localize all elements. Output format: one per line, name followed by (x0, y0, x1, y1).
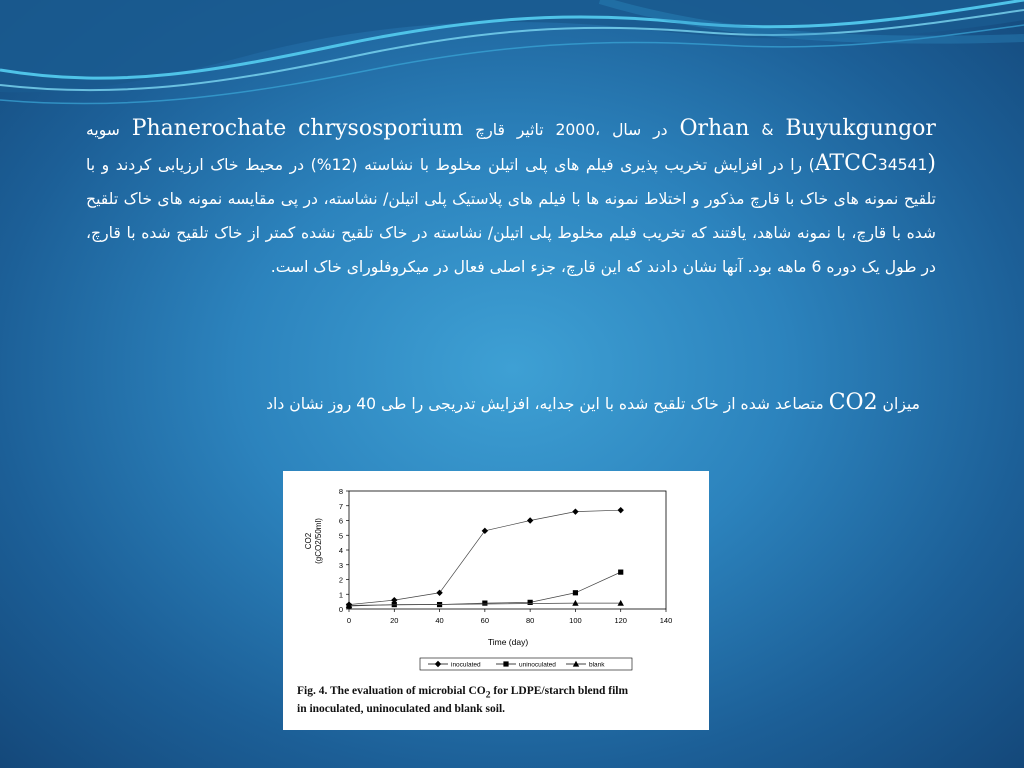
author-name-buyukgungor: Buyukgungor (785, 116, 936, 141)
y-tick-label: 1 (338, 590, 343, 600)
legend-label-uninoculated: uninoculated (519, 661, 556, 669)
data-point-uninoculated (618, 570, 623, 575)
text-fa: قارچ (475, 121, 505, 139)
caption-text-line2: in inoculated, uninoculated and blank soil. (297, 703, 506, 716)
legend-marker-uninoculated (503, 661, 508, 666)
chart-figure (283, 471, 709, 730)
y-axis-label-line1: CO2 (304, 532, 313, 550)
data-point-inoculated (618, 507, 624, 513)
x-tick-label: 60 (480, 616, 490, 625)
strain-number: 34541) (808, 156, 928, 174)
text-fa: سویه (86, 121, 120, 139)
text-fa: در (653, 121, 668, 139)
legend-label-inoculated: inoculated (451, 661, 481, 669)
text-fa: سال (612, 121, 642, 139)
chart-series (346, 507, 624, 609)
caption-text: Fig. 4. The evaluation of microbial CO (297, 685, 486, 697)
legend-marker-inoculated (435, 661, 441, 667)
x-axis-label: Time (day) (487, 637, 529, 647)
x-tick-label: 140 (659, 616, 673, 625)
chart-axes (349, 491, 666, 609)
co2-line-chart (283, 471, 709, 681)
y-tick-label: 0 (338, 605, 343, 614)
genus-name: Phanerochate (131, 116, 287, 141)
wave-decoration (0, 0, 1024, 120)
author-name-orhan: Orhan (679, 116, 750, 141)
data-point-uninoculated (528, 600, 533, 605)
species-name: chrysosporium (298, 116, 464, 141)
y-axis-label-line2: (gCO2/50ml) (314, 518, 323, 564)
chart-legend (420, 658, 632, 670)
y-tick-label: 5 (338, 531, 343, 541)
x-tick-label: 20 (390, 616, 399, 625)
data-point-inoculated (436, 590, 442, 596)
data-point-inoculated (527, 517, 533, 523)
caption-subscript: 2 (485, 689, 491, 701)
body-paragraph (86, 112, 936, 284)
text-fa: را در افزایش تخریب پذیری فیلم های پلی اتیلن مخلوط با (419, 156, 803, 174)
x-tick-label: 100 (569, 616, 582, 625)
x-tick-label: 120 (614, 616, 627, 625)
y-tick-label: 8 (338, 487, 343, 496)
y-tick-label: 4 (338, 546, 343, 555)
text-year: ،2000 (555, 121, 601, 139)
data-point-inoculated (482, 528, 488, 534)
plot-frame (349, 491, 666, 609)
y-tick-label: 3 (338, 560, 343, 570)
text-fa: تاثیر (516, 121, 544, 139)
text-fa: میزان (882, 395, 920, 413)
x-tick-label: 0 (346, 616, 352, 625)
text-fa: متصاعد شده از خاک تلقیح شده با این جدایه، افزایش تدریجی را طی 40 روز نشان داد (266, 395, 824, 413)
x-tick-label: 40 (435, 616, 444, 625)
co2-formula: CO2 (828, 390, 878, 415)
legend-label-blank: blank (589, 661, 605, 669)
paragraph-rest: نشاسته (12%) در محیط خاک ارزیابی کردند و با تلقیح نمونه های خاک با قارچ مذکور و اختلاط نمونه ها با فیلم های پلاستیک پلی اتیلن/ نشاسته، در پی مقایسه نمونه های خاک تلقیح شده با قارچ، با نمونه شاهد، یافتند که تخریب فیلم مخلوط پلی اتیلن/ نشاسته در خاک تلقیح نشده کمتر از خاک تلقیح شده با قارچ، در طول یک دوره 6 ماهه بود. آنها نشان دادند که این قارچ، جزء اصلی فعال در میکروفلورای خاک است. (86, 156, 936, 276)
data-point-uninoculated (573, 590, 578, 595)
data-point-inoculated (572, 508, 578, 514)
figure-caption (297, 684, 697, 716)
strain-label: (ATCC (814, 151, 936, 176)
data-point-uninoculated (482, 601, 487, 606)
y-tick-label: 6 (338, 516, 343, 526)
ampersand: & (761, 121, 774, 139)
x-tick-label: 80 (525, 616, 535, 625)
co2-statement (120, 390, 920, 415)
caption-text: for LDPE/starch blend film (490, 685, 629, 697)
y-tick-label: 2 (338, 575, 343, 585)
y-tick-label: 7 (338, 501, 343, 511)
